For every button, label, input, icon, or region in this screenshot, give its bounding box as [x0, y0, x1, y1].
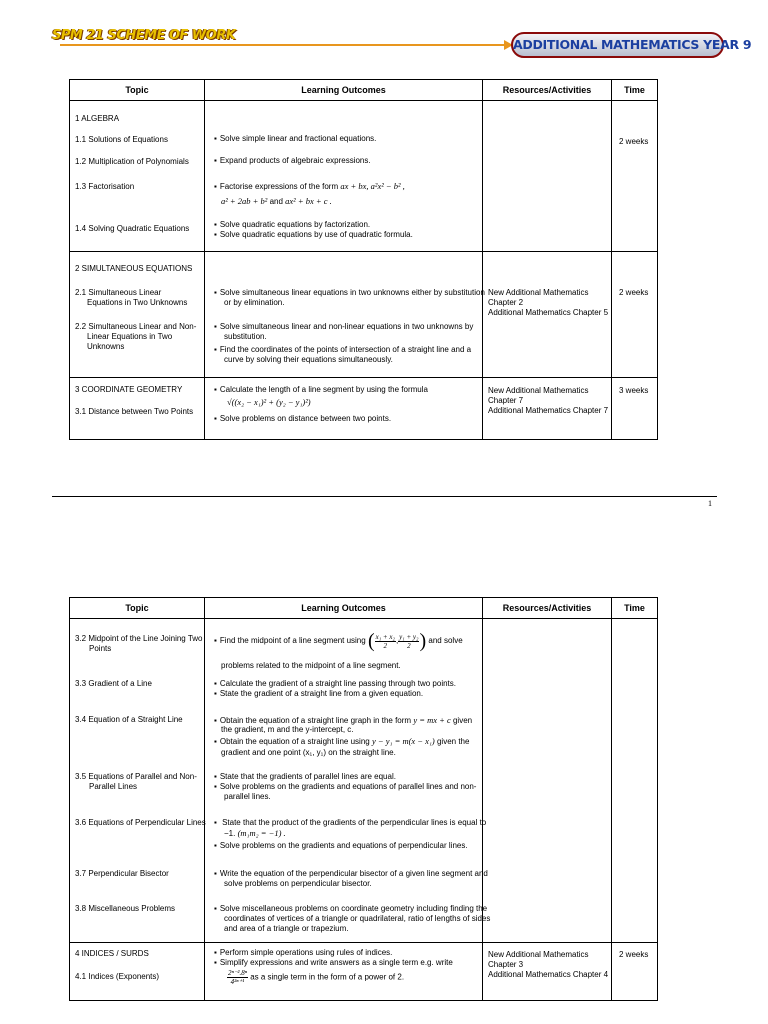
- outcome-item: the gradient, m and the y-intercept, c.: [221, 725, 354, 734]
- outcome-text: ▪ Obtain the equation of a straight line graph in the form: [214, 716, 411, 725]
- outcome-item: ▪ Solve problems on the gradients and equations of parallel lines and non-parallel lines.: [214, 782, 496, 802]
- outcome-item: ▪ Solve quadratic equations by factorization.: [214, 220, 370, 229]
- topic-heading: 4 INDICES / SURDS: [75, 949, 149, 958]
- resources-cell: [483, 252, 612, 378]
- outcome-math: y = mx + c: [413, 715, 451, 725]
- outcome-math: y − y₁ = m(x − x₁): [371, 736, 435, 746]
- outcome-text: ▪ Factorise expressions of the form: [214, 182, 338, 191]
- table-row-algebra: [70, 101, 658, 252]
- topic-item: 3.3 Gradient of a Line: [75, 679, 152, 688]
- scheme-table-1: [69, 79, 658, 440]
- outcome-item: ▪ Solve miscellaneous problems on coordinate geometry including finding the coordinates of vertices of a triangle or quadrilateral, ratio of lengths of sides and area of a triangle or trapezium.: [214, 904, 496, 934]
- page-footer-rule: [52, 496, 717, 497]
- paren-close: ): [419, 630, 427, 652]
- scheme-of-work-title: SPM 21 SCHEME OF WORK: [52, 28, 236, 43]
- table-row-simultaneous: [70, 252, 658, 378]
- time-cell: [612, 619, 658, 943]
- resource-line: New Additional Mathematics: [488, 950, 589, 959]
- fraction-numerator: x₁ + x₂: [375, 632, 395, 641]
- outcome-item: [214, 715, 472, 725]
- outcome-math: a² + 2ab + b²: [221, 196, 268, 206]
- outcome-item: problems related to the midpoint of a line segment.: [221, 661, 401, 670]
- topic-item: 3.1 Distance between Two Points: [75, 407, 194, 416]
- midpoint-x-fraction: [375, 633, 396, 650]
- time-value: 2 weeks: [619, 288, 649, 297]
- outcome-item: [214, 818, 496, 839]
- topic-item: 4.1 Indices (Exponents): [75, 972, 160, 981]
- resource-line: Chapter 3: [488, 960, 524, 969]
- topic-item: 1.4 Solving Quadratic Equations: [75, 224, 190, 233]
- time-value: 2 weeks: [619, 950, 649, 959]
- resource-line: New Additional Mathematics: [488, 288, 589, 297]
- topic-cell: [70, 252, 205, 378]
- outcome-math: (m₁m₂ = −1) .: [237, 828, 286, 838]
- page-number: 1: [708, 499, 712, 508]
- fraction-denominator: 2: [383, 641, 388, 650]
- outcome-item: ▪ State that the gradients of parallel lines are equal.: [214, 772, 396, 781]
- time-cell: [612, 252, 658, 378]
- resource-line: Additional Mathematics Chapter 7: [488, 406, 609, 415]
- resource-line: Chapter 2: [488, 298, 524, 307]
- outcome-math: ax² + bx + c .: [285, 196, 332, 206]
- topic-item: 1.3 Factorisation: [75, 182, 135, 191]
- resources-cell: [483, 378, 612, 440]
- outcome-text: ▪ Find the midpoint of a line segment using: [214, 636, 366, 645]
- topic-item: 3.8 Miscellaneous Problems: [75, 904, 176, 913]
- table-row-coordinate-geometry-cont: [70, 619, 658, 943]
- outcome-item: [214, 181, 405, 191]
- topic-heading: 3 COORDINATE GEOMETRY: [75, 385, 183, 394]
- topic-item: 3.6 Equations of Perpendicular Lines: [75, 818, 206, 827]
- topic-item: 3.2 Midpoint of the Line Joining Two Points: [75, 634, 203, 653]
- outcome-item: ▪ Calculate the gradient of a straight line passing through two points.: [214, 679, 456, 688]
- resources-cell: [483, 101, 612, 252]
- topic-item: 3.4 Equation of a Straight Line: [75, 715, 183, 724]
- outcome-item: [227, 969, 404, 986]
- col-topic: Topic: [70, 598, 205, 619]
- resource-line: Chapter 7: [488, 396, 524, 405]
- table-row-indices: [70, 943, 658, 1001]
- outcomes-cell: [205, 101, 483, 252]
- outcome-item: ▪ Solve problems on the gradients and equations of perpendicular lines.: [214, 841, 468, 850]
- topic-heading: 1 ALGEBRA: [75, 114, 120, 123]
- outcome-item: ▪ Solve quadratic equations by use of quadratic formula.: [214, 230, 413, 239]
- topic-cell: [70, 943, 205, 1001]
- outcome-item: ▪ Calculate the length of a line segment by using the formula: [214, 385, 428, 394]
- col-topic: Topic: [70, 80, 205, 101]
- outcomes-cell: [205, 378, 483, 440]
- fraction-numerator: 2ⁿ⁻².8ⁿ: [228, 969, 247, 977]
- time-cell: [612, 378, 658, 440]
- topic-item: 2.2 Simultaneous Linear and Non-Linear Equations in Two Unknowns: [75, 322, 197, 351]
- outcome-item: ▪ Perform simple operations using rules of indices.: [214, 948, 392, 957]
- outcome-item: ▪ Find the coordinates of the points of intersection of a straight line and a curve by solving their equations simultaneously.: [214, 345, 486, 365]
- outcome-item: [214, 736, 469, 746]
- table-header-row: [70, 598, 658, 619]
- resource-line: Additional Mathematics Chapter 5: [488, 308, 609, 317]
- time-value: 2 weeks: [619, 137, 649, 146]
- resources-cell: [483, 943, 612, 1001]
- outcome-item: ▪ Simplify expressions and write answers as a single term e.g. write: [214, 958, 453, 967]
- outcome-text: and: [269, 197, 283, 206]
- table-row-coordinate-geometry: [70, 378, 658, 440]
- topic-item: 2.1 Simultaneous Linear Equations in Two Unknowns: [75, 288, 188, 307]
- col-learning-outcomes: Learning Outcomes: [205, 598, 483, 619]
- fraction-denominator: 2: [407, 641, 411, 650]
- time-value: 3 weeks: [619, 386, 649, 395]
- topic-heading: 2 SIMULTANEOUS EQUATIONS: [75, 264, 193, 273]
- outcomes-cell: [205, 619, 491, 943]
- outcome-item: gradient and one point (x₁, y₁) on the straight line.: [221, 748, 396, 757]
- resource-line: Additional Mathematics Chapter 4: [488, 970, 609, 979]
- resources-cell: [483, 619, 612, 943]
- col-resources: Resources/Activities: [483, 80, 612, 101]
- outcome-item: ▪ Write the equation of the perpendicular bisector of a given line segment and solve problems on perpendicular bisector.: [214, 869, 494, 889]
- time-cell: [612, 101, 658, 252]
- outcome-math: ax + bx, a²x² − b² ,: [340, 181, 405, 191]
- topic-item: 1.2 Multiplication of Polynomials: [75, 157, 189, 166]
- outcome-text: given the: [436, 737, 470, 746]
- subject-title-badge: ADDITIONAL MATHEMATICS YEAR 9: [511, 32, 724, 58]
- outcome-item: [221, 196, 332, 206]
- outcome-item: ▪ Solve simple linear and fractional equations.: [214, 134, 376, 143]
- table-header-row: [70, 80, 658, 101]
- col-learning-outcomes: Learning Outcomes: [205, 80, 483, 101]
- scheme-table-2: [69, 597, 658, 1001]
- outcome-text: State that the product of the gradients of the perpendicular lines is equal to −1.: [222, 818, 487, 838]
- topic-cell: [70, 101, 205, 252]
- topic-item: 3.7 Perpendicular Bisector: [75, 869, 169, 878]
- outcome-item: ▪ Solve simultaneous linear and non-linear equations in two unknowns by substitution.: [214, 322, 486, 342]
- col-time: Time: [612, 80, 658, 101]
- topic-item: 3.5 Equations of Parallel and Non-Parallel Lines: [75, 772, 197, 791]
- outcome-item: ▪ Solve problems on distance between two points.: [214, 414, 391, 423]
- topic-cell: [70, 619, 205, 943]
- indices-fraction: [227, 969, 248, 986]
- outcome-text: and solve: [428, 636, 463, 646]
- paren-open: (: [367, 630, 375, 652]
- outcomes-cell: [205, 252, 483, 378]
- fraction-numerator: y₁ + y₂: [399, 632, 419, 641]
- col-resources: Resources/Activities: [483, 598, 612, 619]
- outcome-text: ▪ Obtain the equation of a straight line using: [214, 737, 370, 746]
- header-arrow-line: [60, 44, 508, 46]
- midpoint-y-fraction: [398, 633, 419, 650]
- time-cell: [612, 943, 658, 1001]
- outcome-item: ▪ Find the midpoint of a line segment using ( $\frac{\text{x₁ + x₂}}{2}$ , $\frac{\text{y₁ + y₂}}{2}$ ) and solve: [214, 627, 463, 655]
- outcomes-cell: [205, 943, 483, 1001]
- resource-line: New Additional Mathematics: [488, 386, 589, 395]
- topic-cell: [70, 378, 205, 440]
- topic-item: 1.1 Solutions of Equations: [75, 135, 168, 144]
- distance-formula: √((x₂ − x₁)² + (y₂ − y₁)²): [227, 397, 311, 407]
- col-time: Time: [612, 598, 658, 619]
- fraction-denominator: 4²ⁿ⁺¹: [230, 978, 245, 986]
- outcome-text: given: [452, 716, 473, 725]
- outcome-item: ▪ State the gradient of a straight line from a given equation.: [214, 689, 423, 698]
- outcome-item: ▪ Solve simultaneous linear equations in two unknowns either by substitution or by elimination.: [214, 288, 486, 308]
- outcome-item: ▪ Expand products of algebraic expressions.: [214, 156, 371, 165]
- outcome-text: as a single term in the form of a power of 2.: [250, 972, 405, 982]
